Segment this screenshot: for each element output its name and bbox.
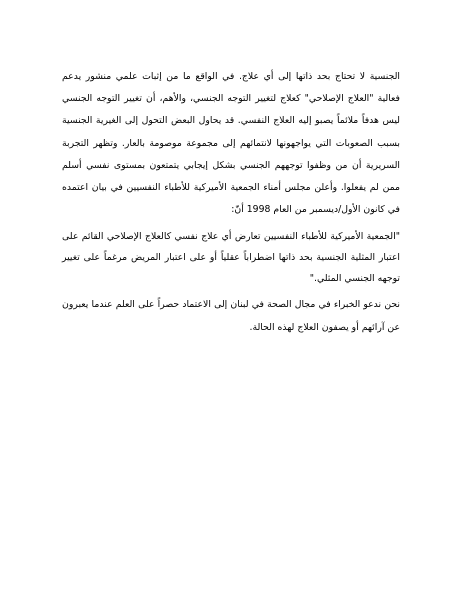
quoted-statement: "الجمعية الأميركية للأطباء النفسيين تعارض أي علاج نفسي كالعلاج الإصلاحي القائم على اعتبار المثلية الجنسية بحد ذاتها اضطراباً عقلياً أو على اعتبار المريض مرغماً على تغيير توجهه الجنسي المثلي." [62, 231, 400, 285]
body-paragraph: الجنسية لا تحتاج بحد ذاتها إلى أي علاج. في الواقع ما من إثبات علمي منشور يدعم فعالية "العلاج الإصلاحي" كعلاج لتغيير التوجه الجنسي، والأهم، أن تغيير التوجه الجنسي ليس هدفاً ملائماً يصبو إليه العلاج النفسي. قد يحاول البعض التحول إلى الغيرية الجنسية بسبب الصعوبات التي يواجهونها لانتمائهم إلى مجموعة موصومة بالعار. وتظهر التجربة السريرية أن من وظفوا توجههم الجنسي بشكل إيجابي يتمتعون بمستوى نفسي أسلم ممن لم يفعلوا. وأعلن مجلس أمناء الجمعية الأميركية للأطباء النفسيين في بيان اعتمده في كانون الأول/ديسمبر من العام 1998 أنّ: [62, 71, 400, 216]
closing-paragraph: نحن ندعو الخبراء في مجال الصحة في لبنان إلى الاعتماد حصراً على العلم عندما يعبرون عن آرائهم أو يصفون العلاج لهذه الحالة. [62, 299, 400, 333]
document-body [62, 66, 400, 339]
